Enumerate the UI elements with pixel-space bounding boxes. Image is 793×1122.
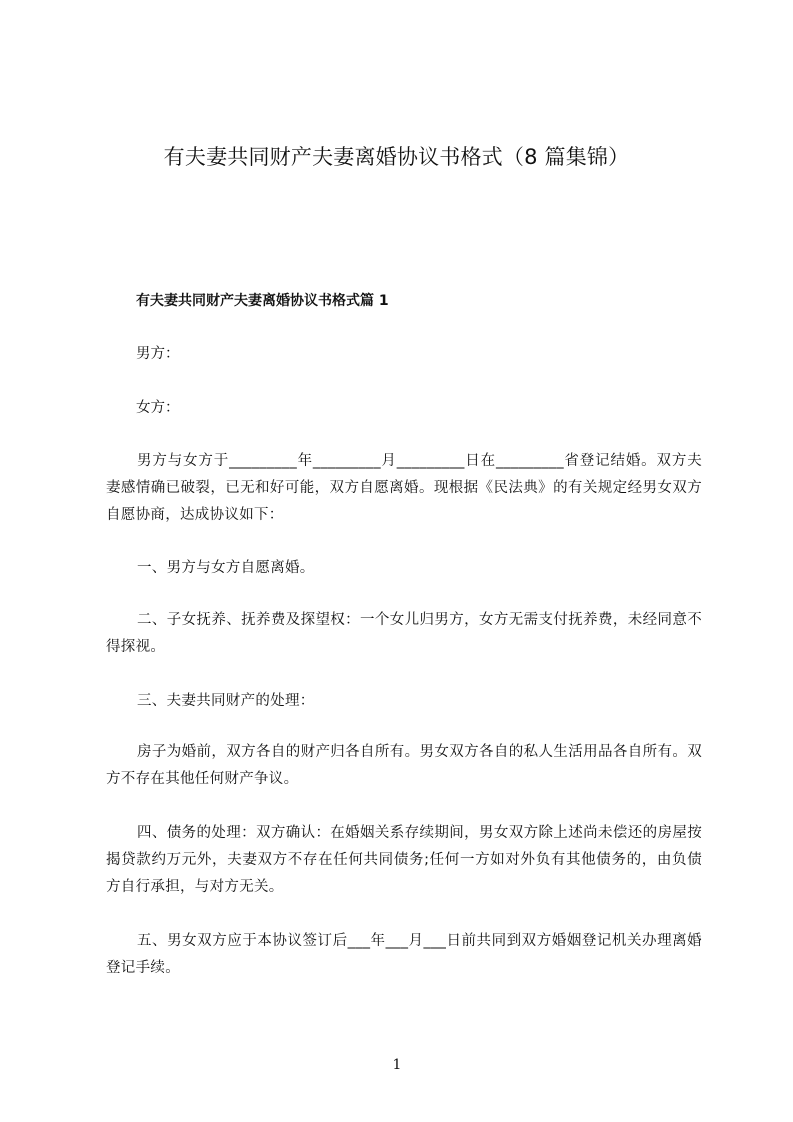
section-heading: 有夫妻共同财产夫妻离婚协议书格式篇 1 <box>136 293 389 309</box>
paragraph-marriage-registration: 男方与女方于_________年_________月_________日在_________省登记结婚。双方夫妻感情确已破裂，已无和好可能，双方自愿离婚。现根据《民法典》的有关规定经男女双方自愿协商，达成协议如下： <box>106 453 702 523</box>
paragraph-clause-1: 一、男方与女方自愿离婚。 <box>137 560 315 576</box>
party-female-label: 女方： <box>136 400 180 416</box>
paragraph-property: 房子为婚前，双方各自的财产归各自所有。男女双方各自的私人生活用品各自所有。双方不存在其他任何财产争议。 <box>106 744 702 787</box>
paragraph-clause-4: 四、债务的处理：双方确认：在婚姻关系存续期间，男女双方除上述尚未偿还的房屋按揭贷款约万元外，夫妻双方不存在任何共同债务;任何一方如对外负有其他债务的，由负债方自行承担，与对方无关。 <box>106 825 702 895</box>
page-number: 1 <box>392 1057 402 1073</box>
paragraph-clause-3: 三、夫妻共同财产的处理： <box>137 693 315 709</box>
paragraph-clause-2: 二、子女抚养、抚养费及探望权：一个女儿归男方，女方无需支付抚养费，未经同意不得探视。 <box>106 612 702 655</box>
paragraph-clause-5: 五、男女双方应于本协议签订后___年___月___日前共同到双方婚姻登记机关办理离婚登记手续。 <box>106 933 702 976</box>
document-title: 有夫妻共同财产夫妻离婚协议书格式（8 篇集锦） <box>163 145 630 169</box>
party-male-label: 男方： <box>136 346 180 362</box>
